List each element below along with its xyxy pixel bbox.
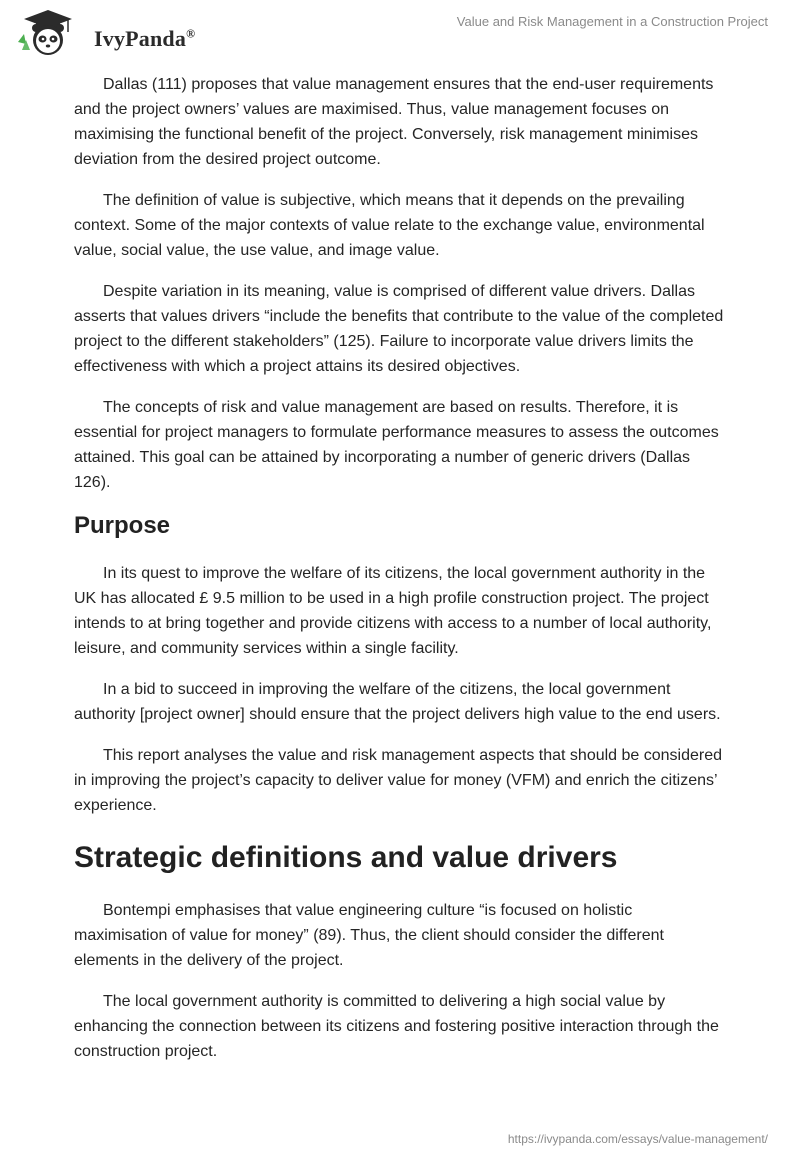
ivypanda-logo[interactable]: [16, 8, 216, 58]
page-header: [0, 0, 800, 64]
paragraph: In a bid to succeed in improving the welfare of the citizens, the local government authority [project owner] should ensure that the project delivers high value to the end users.: [74, 681, 721, 723]
paragraph: Bontempi emphasises that value engineering culture “is focused on holistic maximisation of value for money” (89). Thus, the client should consider the different elements in the delivery of the project.: [74, 902, 664, 969]
essay-content: [74, 72, 726, 1080]
section-heading-strategic: Strategic definitions and value drivers: [74, 841, 618, 874]
document-title: Value and Risk Management in a Construction Project: [456, 14, 768, 29]
paragraph: In its quest to improve the welfare of its citizens, the local government authority in the UK has allocated £ 9.5 million to be used in a high profile construction project. The project intends to at bring together and provide citizens with access to a number of local authority, leisure, and community services within a single facility.: [74, 565, 712, 657]
section-heading-purpose: Purpose: [74, 512, 171, 539]
paragraph: This report analyses the value and risk management aspects that should be considered in improving the project’s capacity to deliver value for money (VFM) and enrich the citizens’ experience.: [74, 747, 723, 814]
paragraph: The concepts of risk and value management are based on results. Therefore, it is essential for project managers to formulate performance measures to assess the outcomes attained. This goal can be attained by incorporating a number of generic drivers (Dallas 126).: [74, 399, 719, 491]
paragraph: Despite variation in its meaning, value is comprised of different value drivers. Dallas asserts that values drivers “include the benefits that contribute to the value of the completed project to the different stakeholders” (125). Failure to incorporate value drivers limits the effectiveness with which a project attains its desired objectives.: [74, 283, 724, 375]
paragraph: Dallas (111) proposes that value management ensures that the end-user requirements and the project owners’ values are maximised. Thus, value management focuses on maximising the functional benefit of the project. Conversely, risk management minimises deviation from the desired project outcome.: [74, 76, 714, 168]
source-url[interactable]: https://ivypanda.com/essays/value-management/: [507, 1132, 768, 1146]
brand-name: IvyPanda®: [94, 26, 196, 51]
panda-logo-icon: [16, 8, 80, 58]
paragraph: The definition of value is subjective, which means that it depends on the prevailing context. Some of the major contexts of value relate to the exchange value, environmental value, social value, the use value, and image value.: [74, 192, 705, 259]
paragraph: The local government authority is committed to delivering a high social value by enhancing the connection between its citizens and fostering positive interaction through the construction project.: [74, 993, 719, 1060]
